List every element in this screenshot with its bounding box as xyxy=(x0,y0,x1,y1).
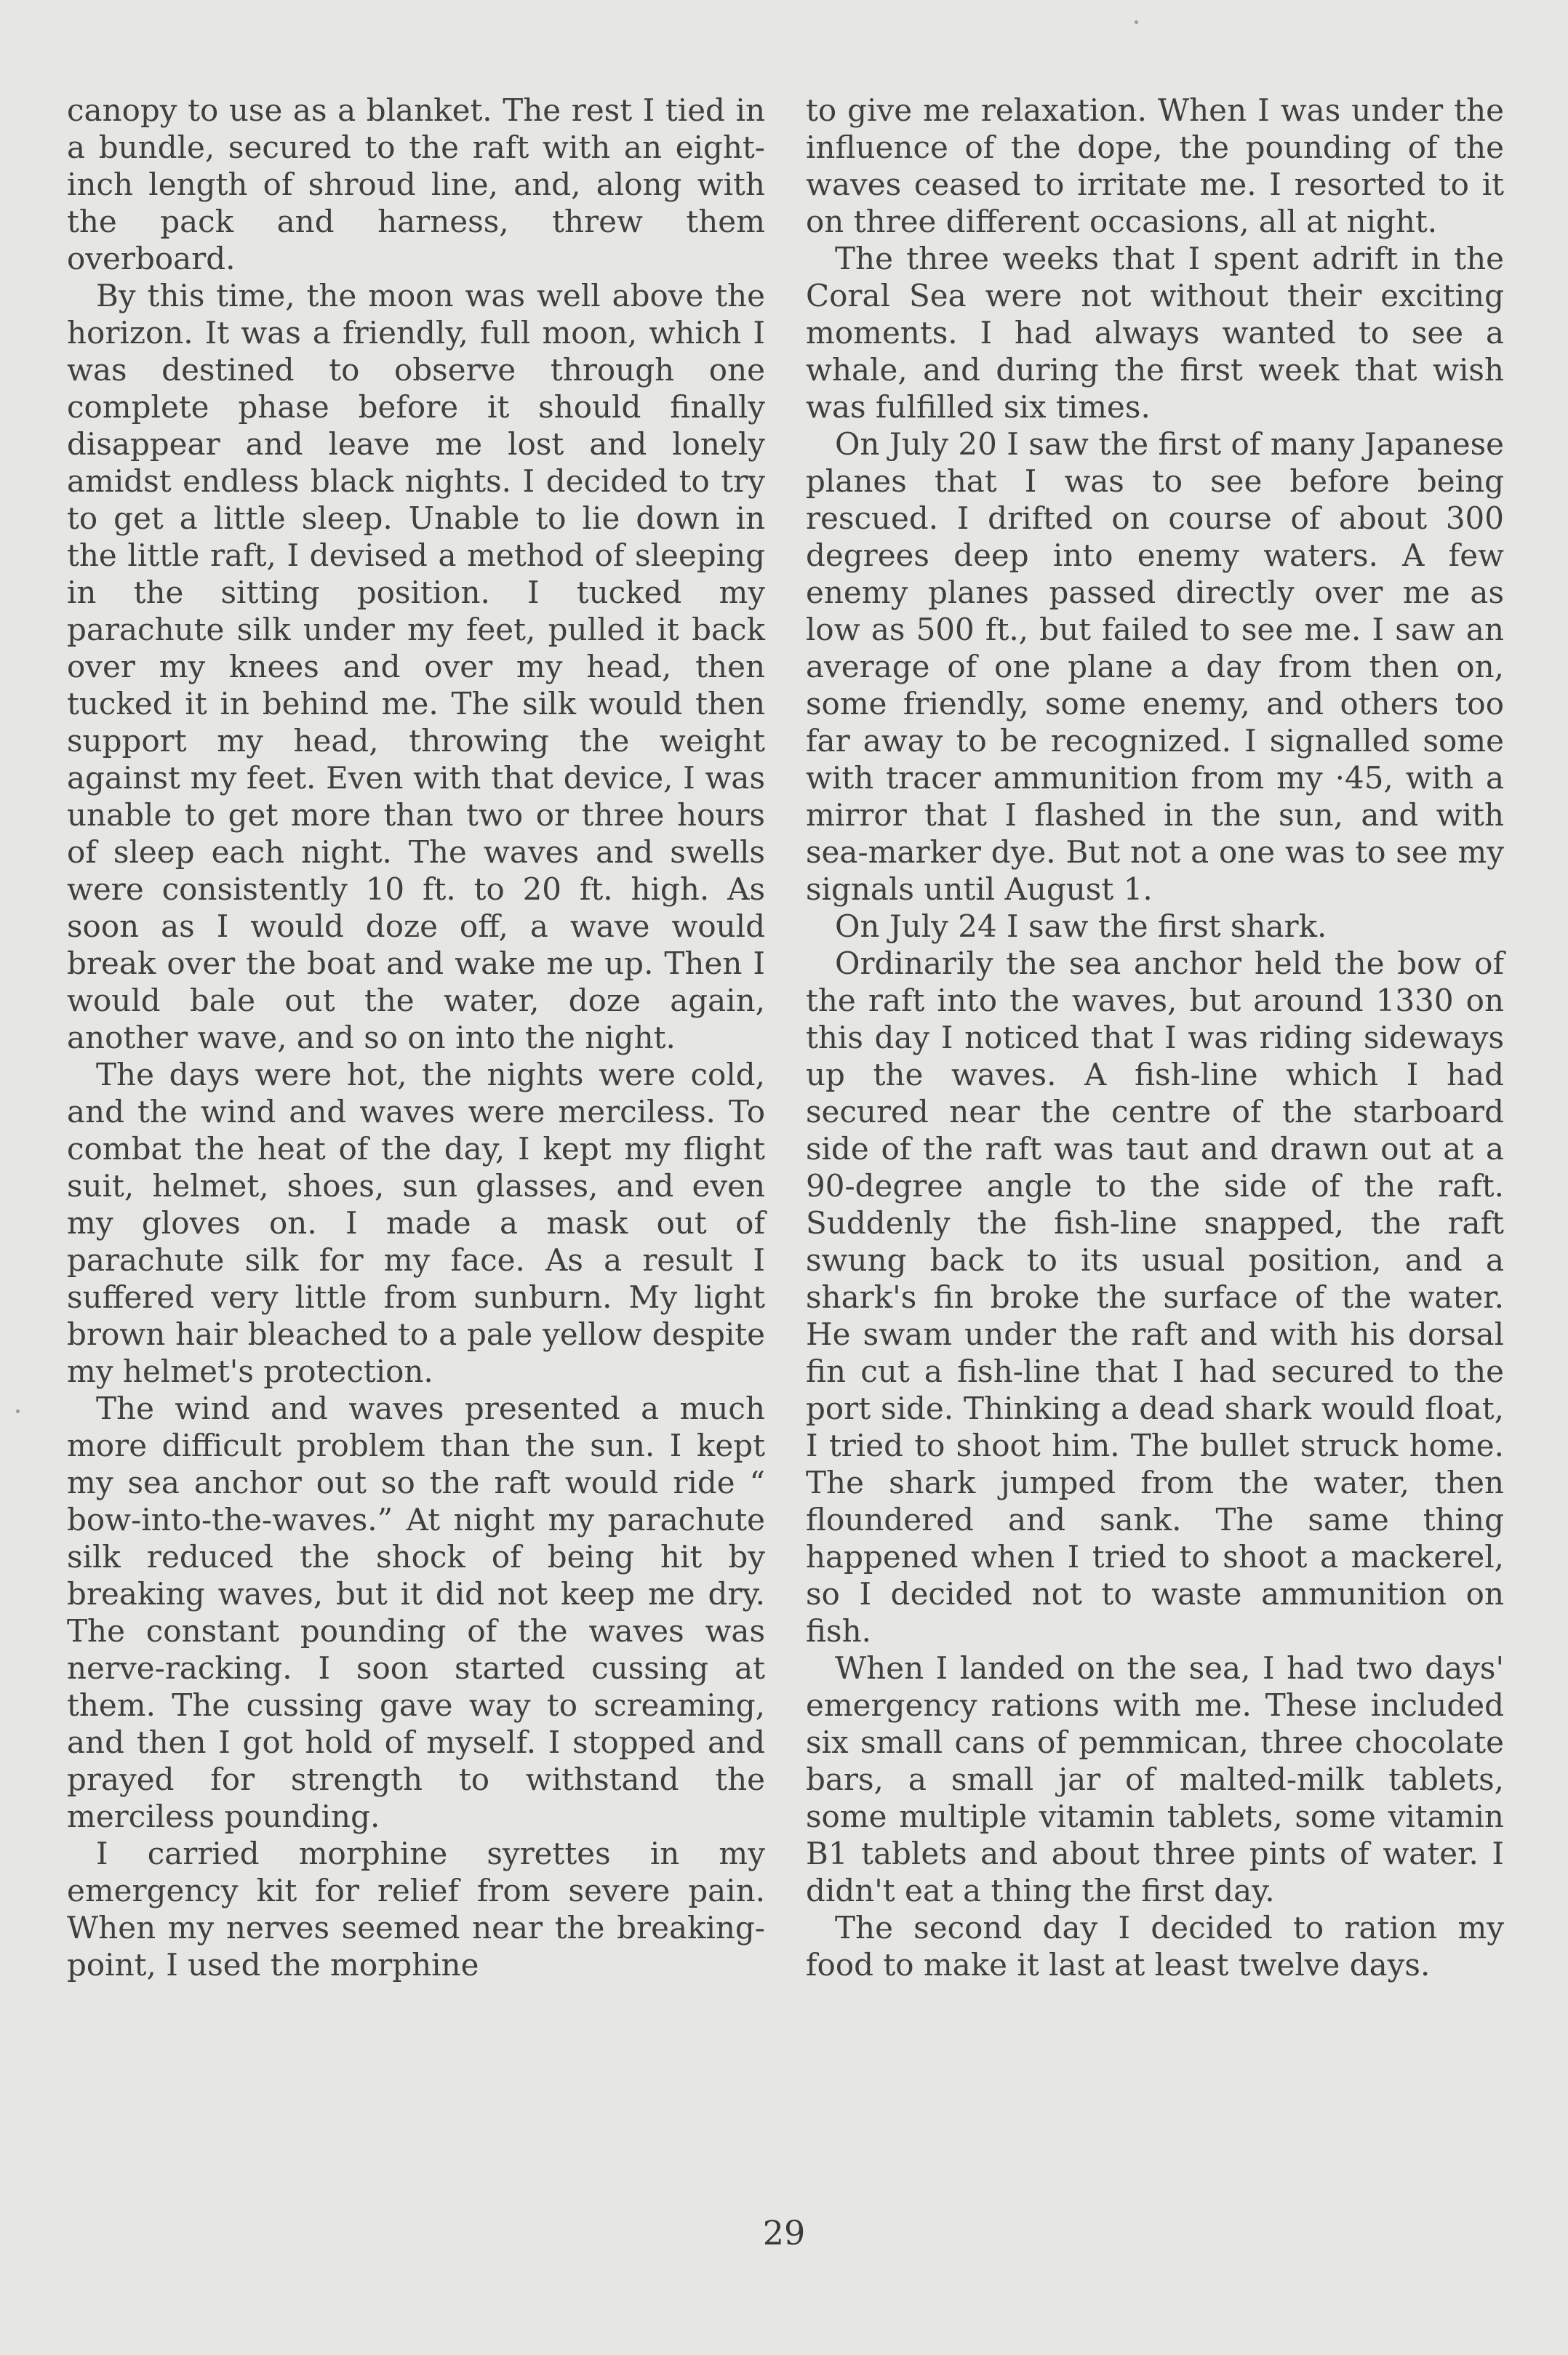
page-number: 29 xyxy=(762,2213,806,2252)
paper-speck xyxy=(1135,20,1138,24)
right-text-column xyxy=(806,92,1504,1983)
paragraph: By this time, the moon was well above the horizon. It was a friendly, full moon, which I was destined to observe through one complete phase before it should finally disappear and leave me lost and lonely amidst endless black nights. I decided to try to get a little sleep. Unable to lie down in the little raft, I devised a method of sleeping in the sitting position. I tucked my parachute silk under my feet, pulled it back over my knees and over my head, then tucked it in behind me. The silk would then support my head, throwing the weight against my feet. Even with that device, I was unable to get more than two or three hours of sleep each night. The waves and swells were consistently 10 ft. to 20 ft. high. As soon as I would doze off, a wave would break over the boat and wake me up. Then I would bale out the water, doze again, another wave, and so on into the night. xyxy=(67,278,765,1055)
paper-speck xyxy=(16,1410,20,1413)
paragraph: On July 24 I saw the first shark. xyxy=(835,908,1327,944)
paragraph: When I landed on the sea, I had two days' emergency rations with me. These included six small cans of pemmican, three chocolate bars, a small jar of malted-milk tablets, some multiple vitamin tablets, some vitamin B1 tablets and about three pints of water. I didn't eat a thing the first day. xyxy=(806,1650,1504,1908)
paragraph: Ordinarily the sea anchor held the bow of the raft into the waves, but around 1330 on this day I noticed that I was riding sideways up the waves. A fish-line which I had secured near the centre of the starboard side of the raft was taut and drawn out at a 90-degree angle to the side of the raft. Suddenly the fish-line snapped, the raft swung back to its usual position, and a shark's fin broke the surface of the water. He swam under the raft and with his dorsal fin cut a fish-line that I had secured to the port side. Thinking a dead shark would float, I tried to shoot him. The bullet struck home. The shark jumped from the water, then floundered and sank. The same thing happened when I tried to shoot a mackerel, so I decided not to waste ammunition on fish. xyxy=(806,945,1504,1649)
paragraph: canopy to use as a blanket. The rest I tied in a bundle, secured to the raft with an eight-inch length of shroud line, and, along with the pack and harness, threw them overboard. xyxy=(67,92,765,276)
paragraph: to give me relaxation. When I was under the influence of the dope, the pounding of the waves ceased to irritate me. I resorted to it on three different occasions, all at night. xyxy=(806,92,1504,239)
paragraph: On July 20 I saw the first of many Japanese planes that I was to see before being rescued. I drifted on course of about 300 degrees deep into enemy waters. A few enemy planes passed directly over me as low as 500 ft., but failed to see me. I saw an average of one plane a day from then on, some friendly, some enemy, and others too far away to be recognized. I signalled some with tracer ammunition from my ·45, with a mirror that I flashed in the sun, and with sea-marker dye. But not a one was to see my signals until August 1. xyxy=(806,426,1504,907)
paragraph: I carried morphine syrettes in my emergency kit for relief from severe pain. When my nerves seemed near the breaking-point, I used the morphine xyxy=(67,1836,765,1983)
paragraph: The days were hot, the nights were cold, and the wind and waves were merciless. To combat the heat of the day, I kept my flight suit, helmet, shoes, sun glasses, and even my gloves on. I made a mask out of parachute silk for my face. As a result I suffered very little from sunburn. My light brown hair bleached to a pale yellow despite my helmet's protection. xyxy=(67,1057,765,1389)
paragraph: The second day I decided to ration my food to make it last at least twelve days. xyxy=(806,1910,1504,1983)
paragraph: The three weeks that I spent adrift in the Coral Sea were not without their exciting moments. I had always wanted to see a whale, and during the first week that wish was fulfilled six times. xyxy=(806,241,1504,425)
paragraph: The wind and waves presented a much more difficult problem than the sun. I kept my sea anchor out so the raft would ride “ bow-into-the-waves.” At night my parachute silk reduced the shock of being hit by breaking waves, but it did not keep me dry. The constant pounding of the waves was nerve-racking. I soon started cussing at them. The cussing gave way to screaming, and then I got hold of myself. I stopped and prayed for strength to withstand the merciless pounding. xyxy=(67,1391,765,1834)
left-text-column xyxy=(67,92,765,1983)
